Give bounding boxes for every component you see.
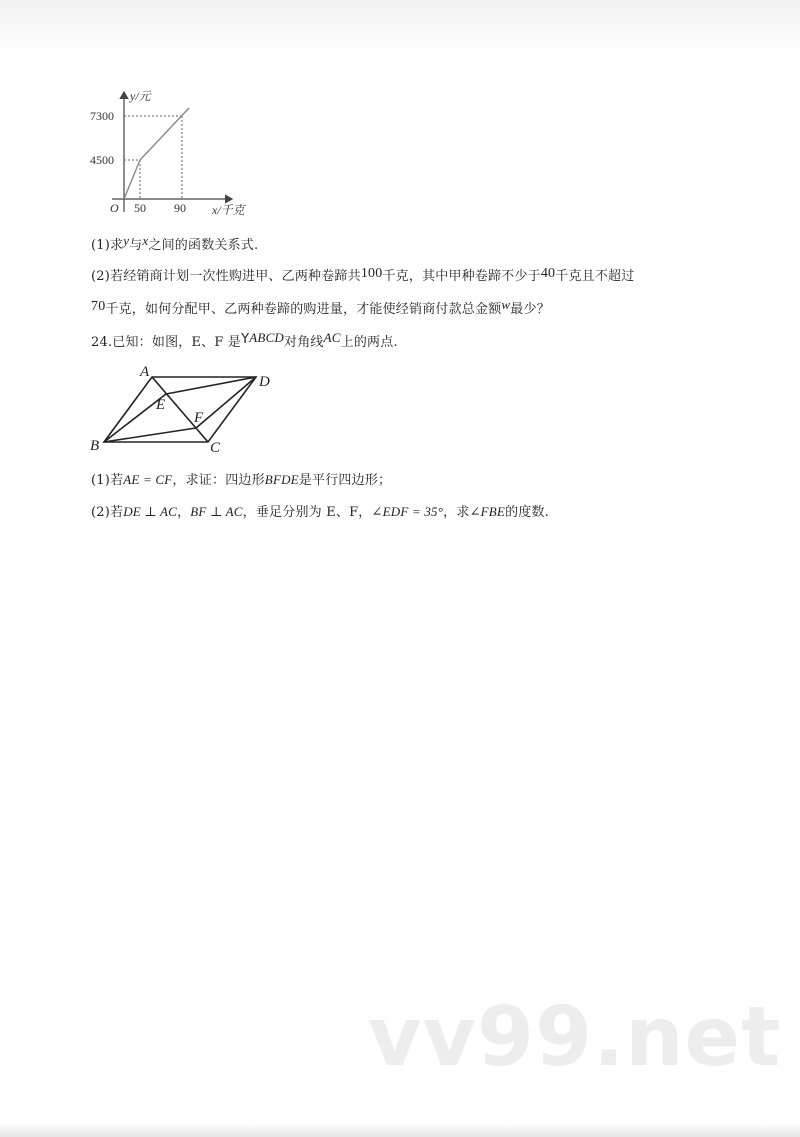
y-axis-label: y/元 (130, 89, 151, 103)
q24-stem: 24.已知：如图，E、F 是YABCD对角线AC上的两点. (91, 330, 398, 350)
y-tick-4500: 4500 (90, 153, 114, 167)
watermark: vv99.net (368, 990, 782, 1085)
parallelogram-symbol: Y (241, 332, 250, 347)
origin-label: O (110, 201, 119, 215)
x-axis-label: x/千克 (212, 203, 245, 217)
function-graph (88, 84, 268, 224)
label-B: B (90, 438, 100, 454)
page-top-shadow (0, 0, 800, 58)
label-A: A (140, 364, 150, 380)
segment-FD (196, 377, 256, 428)
label-C: C (210, 440, 221, 456)
segment-BF (104, 428, 196, 442)
parallelogram-figure (88, 360, 288, 460)
x-tick-90: 90 (174, 201, 186, 215)
graph-line (124, 108, 189, 199)
label-D: D (259, 374, 270, 390)
page-bottom-shadow (0, 1123, 800, 1137)
q24-part1: (1)若AE = CF，求证：四边形BFDE是平行四边形； (91, 472, 392, 488)
q24-part2: (2)若DE ⊥ AC，BF ⊥ AC，垂足分别为 E、F，∠EDF = 35°，求∠FBE的度数. (91, 504, 549, 520)
label-F: F (194, 410, 204, 426)
y-tick-7300: 7300 (90, 109, 114, 123)
x-tick-50: 50 (134, 201, 146, 215)
segment-ED (166, 377, 256, 394)
q23-part2-line1: (2)若经销商计划一次性购进甲、乙两种卷蹄共100千克，其中甲种卷蹄不少于40千克且不超过 (91, 266, 635, 284)
label-E: E (156, 397, 166, 413)
q23-part1: (1)求y与x之间的函数关系式. (91, 233, 259, 253)
q23-part2-line2: 70千克，如何分配甲、乙两种卷蹄的购进量，才能使经销商付款总金额w最少？ (91, 297, 550, 317)
